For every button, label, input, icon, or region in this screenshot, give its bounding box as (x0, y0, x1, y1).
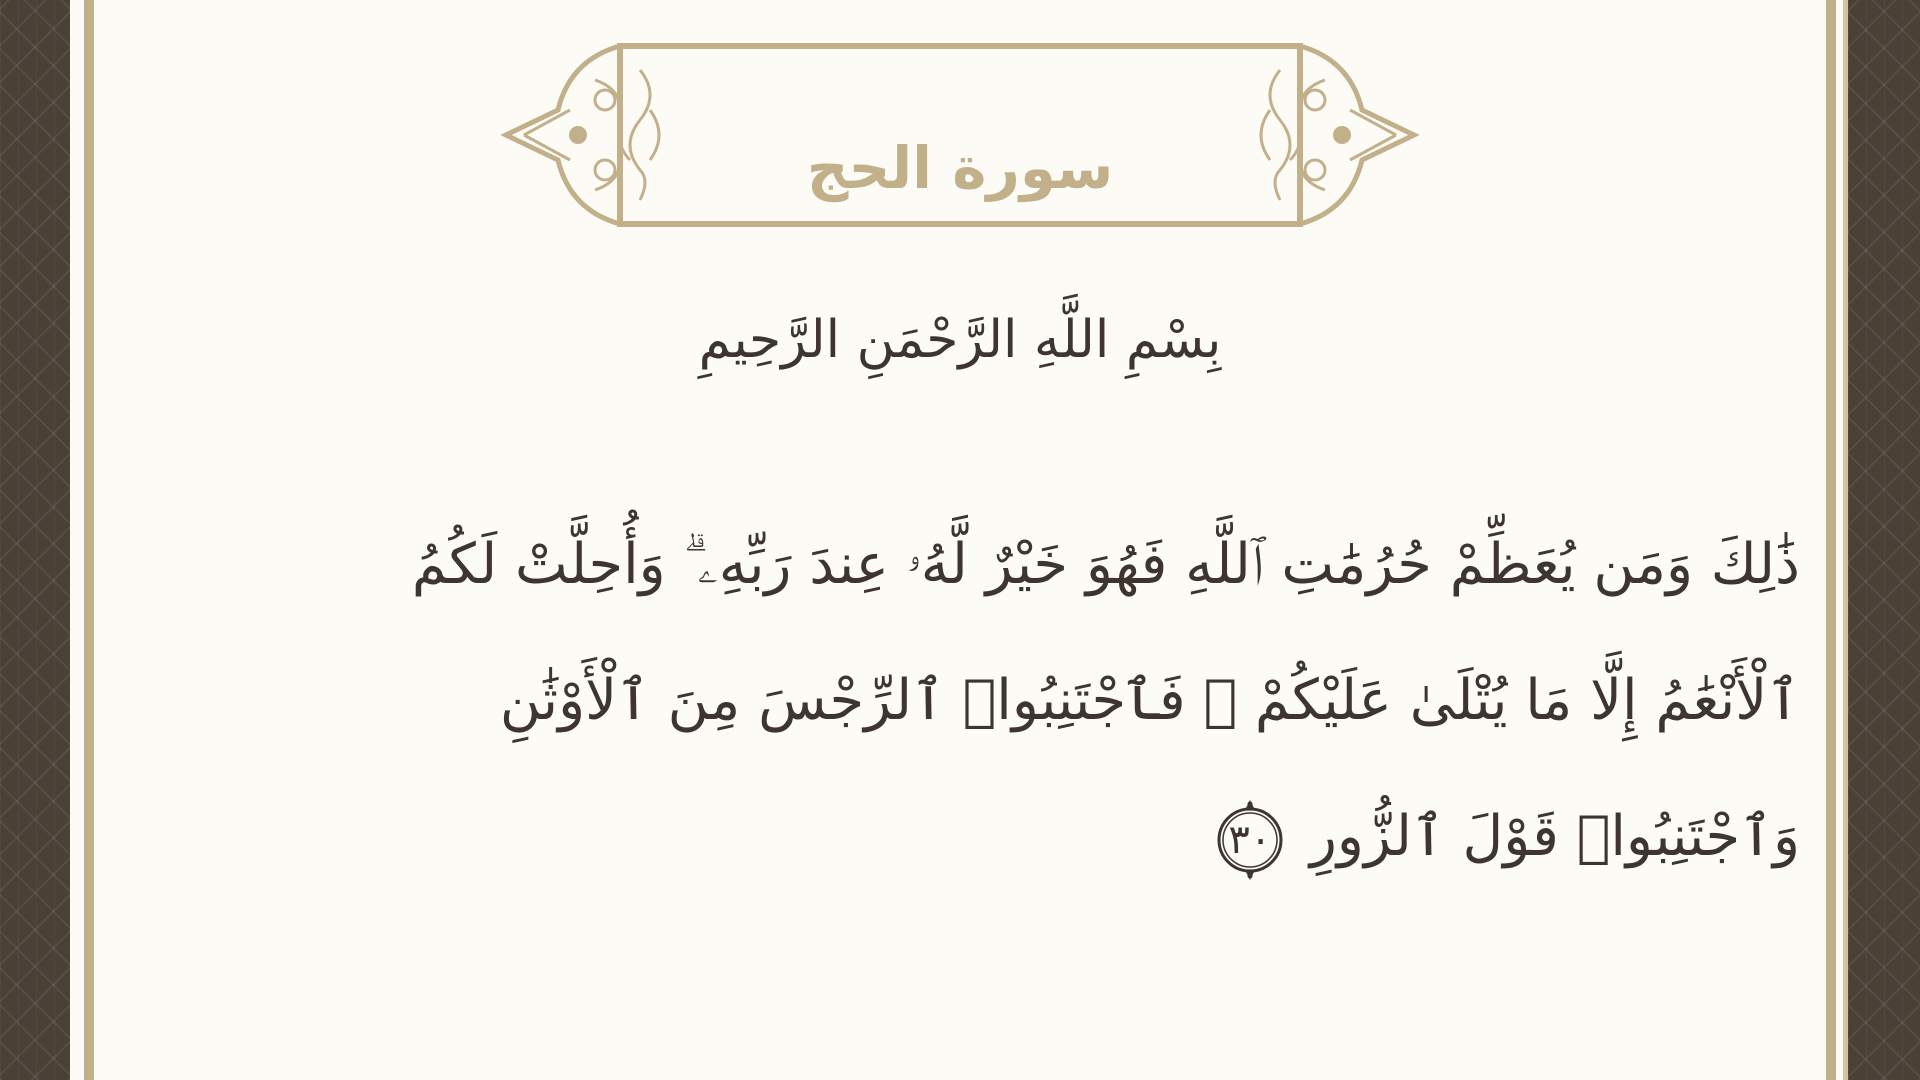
right-ornamental-border (1848, 0, 1920, 1080)
verse-line-3 (280, 787, 1800, 923)
basmala: بِسْمِ اللَّهِ الرَّحْمَنِ الرَّحِيمِ (698, 310, 1222, 370)
left-ornamental-border (0, 0, 70, 1080)
ayah-number: ٣٠ (1228, 816, 1272, 863)
verse-line-1: ذَٰلِكَ وَمَن يُعَظِّمْ حُرُمَٰتِ ٱللَّهِ فَهُوَ خَيْرٌ لَّهُۥ عِندَ رَبِّهِۦ ۗ وَأُحِلَّتْ لَكُمُ (411, 532, 1800, 597)
verse-line-2: ٱلْأَنْعَٰمُ إِلَّا مَا يُتْلَىٰ عَلَيْكُمْ ۖ فَٱجْتَنِبُوا۟ ٱلرِّجْسَ مِنَ ٱلْأَوْثَٰنِ (499, 668, 1800, 733)
right-gold-rule (1826, 0, 1836, 1080)
left-gold-rule (84, 0, 94, 1080)
surah-title: سورة الحج (806, 134, 1114, 202)
verse-text (280, 515, 1800, 923)
ayah-end-marker (1208, 798, 1292, 882)
verse-line-3-text: وَٱجْتَنِبُوا۟ قَوْلَ ٱلزُّورِ (1309, 804, 1800, 869)
surah-header (500, 40, 1420, 230)
